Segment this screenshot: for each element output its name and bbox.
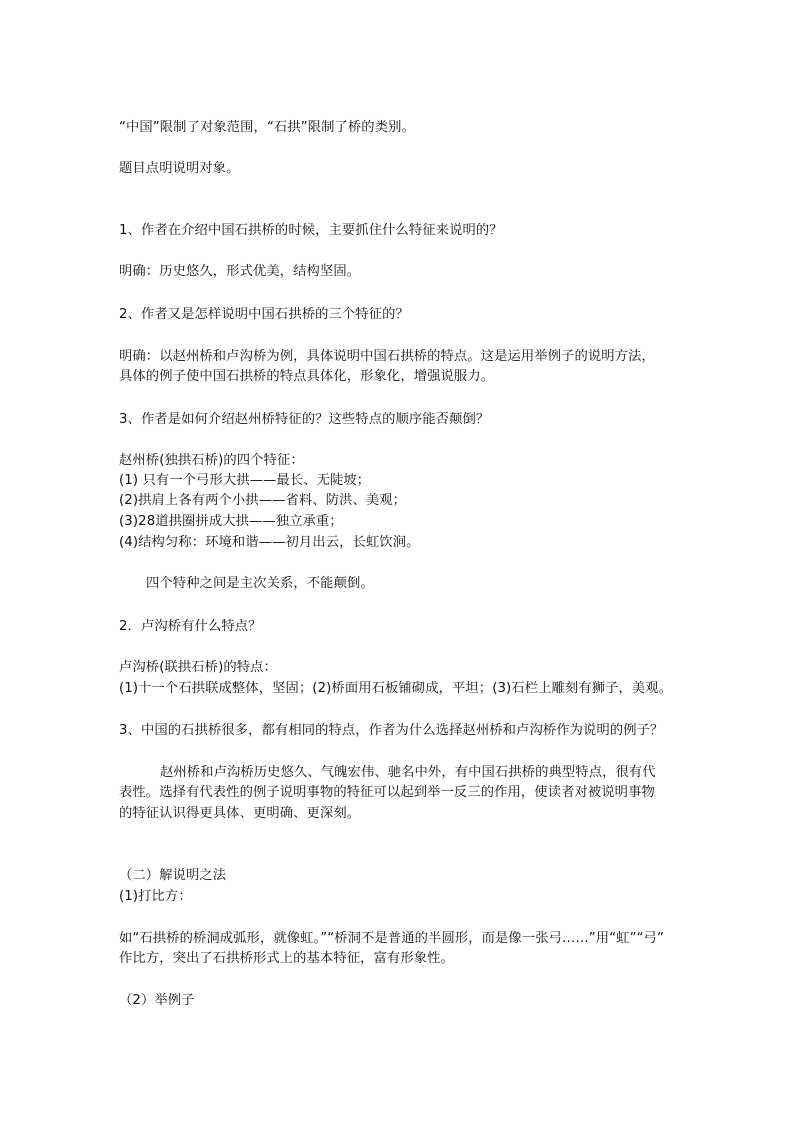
list-item: (1) 只有一个弓形大拱——最长、无陡坡； [119, 473, 371, 488]
paragraph-line: 四个特种之间是主次关系，不能颠倒。 [146, 576, 374, 591]
list-item: (3)28道拱圈拼成大拱——独立承重； [119, 514, 343, 529]
answer-line: 明确：以赵州桥和卢沟桥为例，具体说明中国石拱桥的特点。这是运用举例子的说明方法， [119, 349, 655, 364]
paragraph-line: 题目点明说明对象。 [119, 161, 240, 176]
list-heading: 卢沟桥(联拱石桥)的特点： [119, 660, 277, 675]
subsection-heading: (1)打比方： [119, 889, 192, 904]
paragraph-line: 赵州桥和卢沟桥历史悠久、气魄宏伟、驰名中外，有中国石拱桥的典型特点，很有代 [160, 765, 656, 780]
question-heading: 2．卢沟桥有什么特点？ [119, 619, 262, 634]
subsection-heading: （2）举例子 [119, 993, 195, 1008]
paragraph-line: 表性。选择有代表性的例子说明事物的特征可以起到举一反三的作用，使读者对被说明事物 [119, 785, 655, 800]
paragraph-line: 的特征认识得更具体、更明确、更深刻。 [119, 806, 361, 821]
question-heading: 1、作者在介绍中国石拱桥的时候，主要抓住什么特征来说明的？ [119, 223, 503, 238]
answer-line: 明确：历史悠久，形式优美，结构坚固。 [119, 264, 361, 279]
paragraph-line: 作比方，突出了石拱桥形式上的基本特征，富有形象性。 [119, 951, 454, 966]
list-heading: 赵州桥(独拱石桥)的四个特征： [119, 453, 304, 468]
answer-line: 具体的例子使中国石拱桥的特点具体化，形象化，增强说服力。 [119, 369, 495, 384]
question-heading: 3、作者是如何介绍赵州桥特征的？这些特点的顺序能否颠倒？ [119, 412, 490, 427]
list-item: (2)拱肩上各有两个小拱——省料、防洪、美观； [119, 493, 407, 508]
question-heading: 2、作者又是怎样说明中国石拱桥的三个特征的？ [119, 307, 409, 322]
paragraph-line: 如“石拱桥的桥洞成弧形，就像虹。”“桥洞不是普通的半圆形，而是像一张弓……”用“虹”“弓” [119, 931, 664, 946]
list-item: (1)十一个石拱联成整体，坚固；(2)桥面用石板铺砌成，平坦；(3)石栏上雕刻有狮子，美观。 [119, 681, 673, 696]
question-heading: 3、中国的石拱桥很多，都有相同的特点，作者为什么选择赵州桥和卢沟桥作为说明的例子？ [119, 723, 664, 738]
list-item: (4)结构匀称：环境和谐——初月出云，长虹饮涧。 [119, 535, 420, 550]
paragraph-line: “中国”限制了对象范围，“石拱”限制了桥的类别。 [119, 120, 415, 135]
section-heading: （二）解说明之法 [119, 868, 227, 883]
